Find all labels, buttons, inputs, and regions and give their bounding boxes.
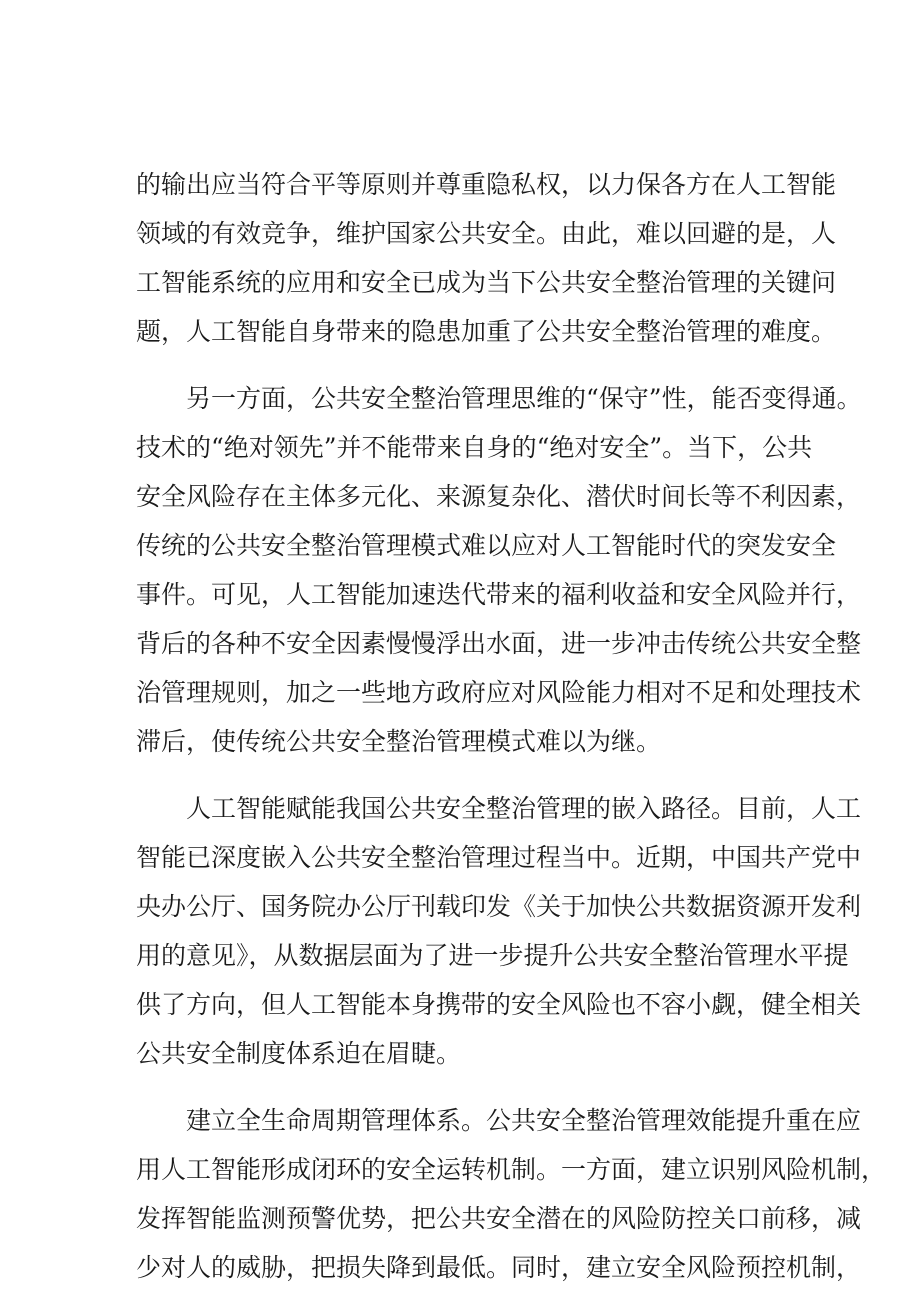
text-line: 安全风险存在主体多元化、来源复杂化、潜伏时间长等不利因素， xyxy=(136,482,862,511)
text-line: 另一方面，公共安全整治管理思维的“保守”性，能否变得通。 xyxy=(186,384,862,413)
text-line: 少对人的威胁，把损失降到最低。同时，建立安全风险预控机制， xyxy=(136,1253,862,1282)
text-line: 背后的各种不安全因素慢慢浮出水面，进一步冲击传统公共安全整 xyxy=(136,629,862,658)
paragraph-3 xyxy=(136,784,862,1078)
text-line: 治管理规则，加之一些地方政府应对风险能力相对不足和处理技术 xyxy=(136,678,862,707)
text-line: 传统的公共安全整治管理模式难以应对人工智能时代的突发安全 xyxy=(136,531,837,560)
text-line: 用的意见》，从数据层面为了进一步提升公共安全整治管理水平提 xyxy=(136,941,849,970)
paragraph-4 xyxy=(136,1096,887,1292)
paragraph-1 xyxy=(136,160,837,356)
text-line: 滞后，使传统公共安全整治管理模式难以为继。 xyxy=(136,727,662,756)
text-line: 事件。可见，人工智能加速迭代带来的福利收益和安全风险并行， xyxy=(136,580,862,609)
text-line: 公共安全制度体系迫在眉睫。 xyxy=(136,1039,462,1068)
text-line: 用人工智能形成闭环的安全运转机制。一方面，建立识别风险机制， xyxy=(136,1155,887,1184)
paragraph-2 xyxy=(136,374,862,766)
text-line: 的输出应当符合平等原则并尊重隐私权，以力保各方在人工智能 xyxy=(136,170,837,199)
document-body xyxy=(136,160,887,1310)
text-line: 领域的有效竞争，维护国家公共安全。由此，难以回避的是，人 xyxy=(136,219,837,248)
text-line: 人工智能赋能我国公共安全整治管理的嵌入路径。目前，人工 xyxy=(186,794,862,823)
text-line: 智能已深度嵌入公共安全整治管理过程当中。近期，中国共产党中 xyxy=(136,843,862,872)
text-line: 央办公厅、国务院办公厅刊载印发《关于加快公共数据资源开发利 xyxy=(136,892,862,921)
text-line: 建立全生命周期管理体系。公共安全整治管理效能提升重在应 xyxy=(186,1106,862,1135)
text-line: 工智能系统的应用和安全已成为当下公共安全整治管理的关键问 xyxy=(136,268,837,297)
text-line: 供了方向，但人工智能本身携带的安全风险也不容小觑，健全相关 xyxy=(136,990,862,1019)
text-line: 技术的“绝对领先”并不能带来自身的“绝对安全”。当下，公共 xyxy=(136,433,813,462)
text-line: 发挥智能监测预警优势，把公共安全潜在的风险防控关口前移，减 xyxy=(136,1204,862,1233)
text-line: 题，人工智能自身带来的隐患加重了公共安全整治管理的难度。 xyxy=(136,317,837,346)
